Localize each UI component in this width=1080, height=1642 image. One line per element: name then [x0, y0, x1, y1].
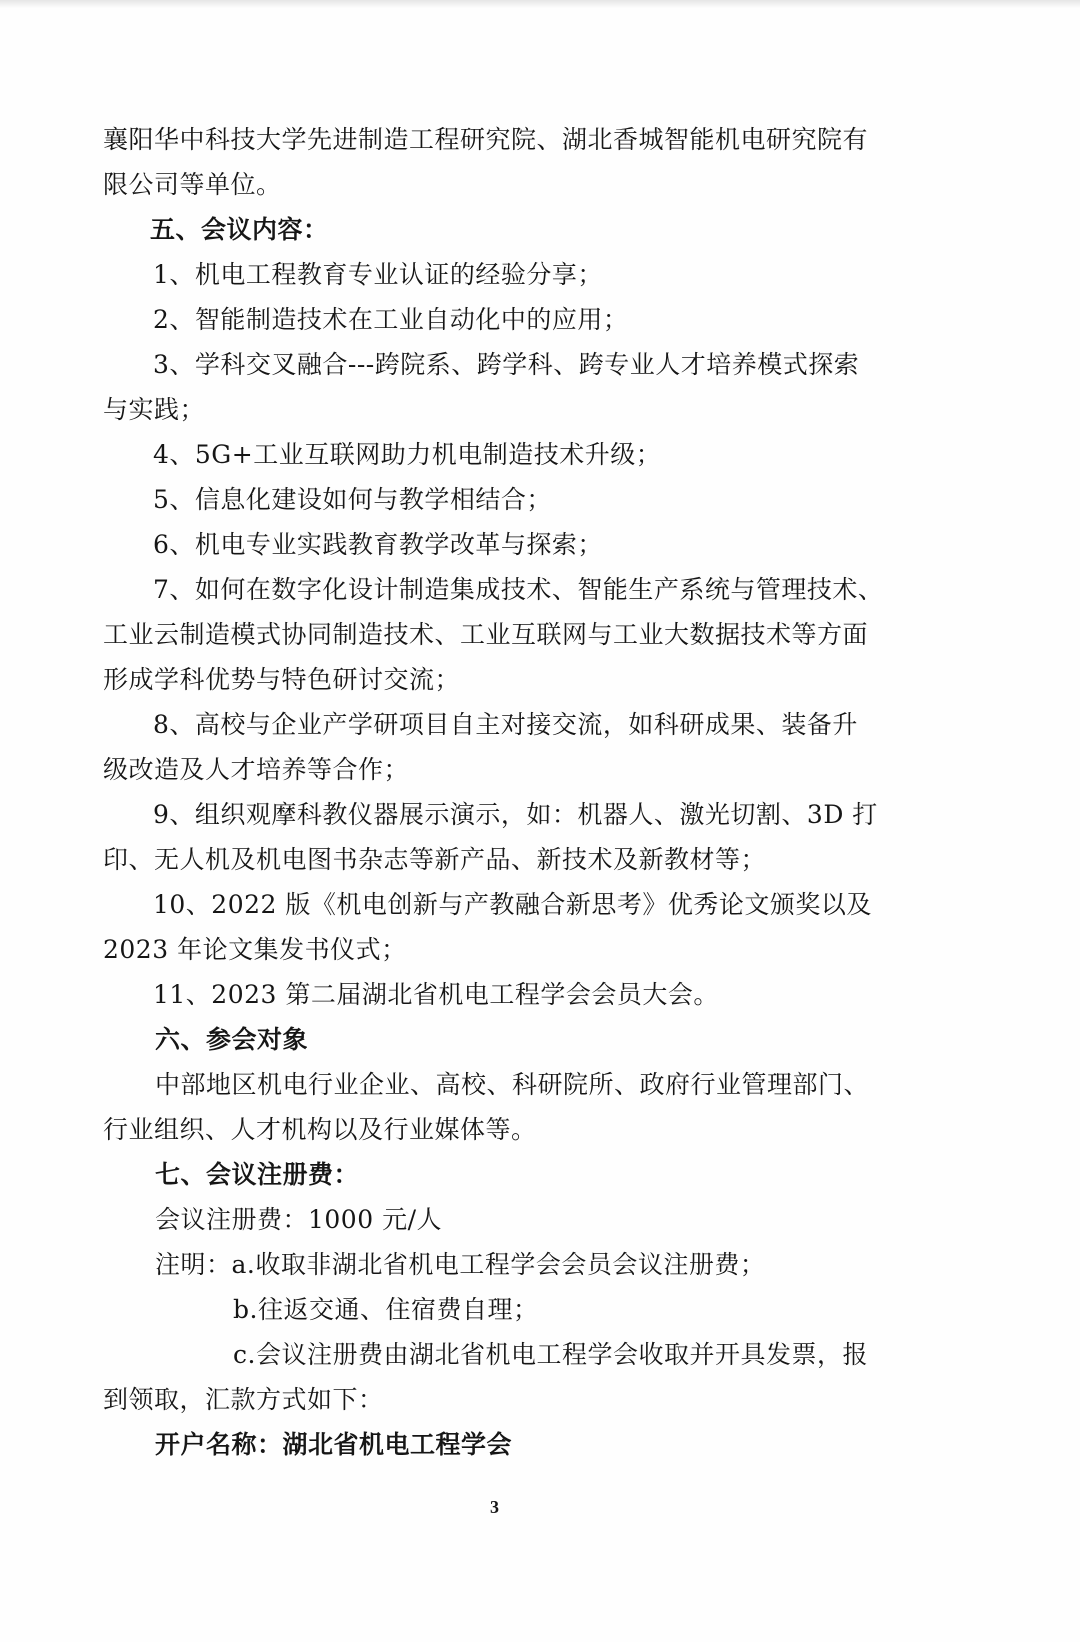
- note-line: b.往返交通、住宿费自理；: [233, 1295, 539, 1324]
- note-line-continuation: 到领取，汇款方式如下：: [103, 1385, 384, 1414]
- list-item: 11、2023 第二届湖北省机电工程学会会员大会。: [153, 980, 719, 1009]
- list-item: 10、2022 版《机电创新与产教融合新思考》优秀论文颁奖以及: [153, 890, 872, 919]
- section-heading: 六、参会对象: [155, 1025, 309, 1054]
- list-item: 4、5G+工业互联网助力机电制造技术升级；: [153, 440, 662, 469]
- paragraph-line: 行业组织、人才机构以及行业媒体等。: [103, 1115, 537, 1144]
- account-name-line: 开户名称：湖北省机电工程学会: [155, 1430, 513, 1459]
- list-item-continuation: 印、无人机及机电图书杂志等新产品、新技术及新教材等；: [103, 845, 767, 874]
- list-item: 2、智能制造技术在工业自动化中的应用；: [153, 305, 629, 334]
- list-item-continuation: 级改造及人才培养等合作；: [103, 755, 410, 784]
- note-line: c.会议注册费由湖北省机电工程学会收取并开具发票，报: [233, 1340, 868, 1369]
- list-item: 6、机电专业实践教育教学改革与探索；: [153, 530, 603, 559]
- paragraph-line: 中部地区机电行业企业、高校、科研院所、政府行业管理部门、: [155, 1070, 870, 1099]
- paragraph-line: 襄阳华中科技大学先进制造工程研究院、湖北香城智能机电研究院有: [103, 125, 869, 154]
- list-item-continuation: 工业云制造模式协同制造技术、工业互联网与工业大数据技术等方面: [103, 620, 869, 649]
- paragraph-line: 限公司等单位。: [103, 170, 282, 199]
- list-item: 1、机电工程教育专业认证的经验分享；: [153, 260, 603, 289]
- note-line: 注明：a.收取非湖北省机电工程学会会员会议注册费；: [155, 1250, 766, 1279]
- list-item: 5、信息化建设如何与教学相结合；: [153, 485, 552, 514]
- list-item: 8、高校与企业产学研项目自主对接交流，如科研成果、装备升: [153, 710, 858, 739]
- section-heading: 七、会议注册费：: [155, 1160, 360, 1189]
- list-item-continuation: 与实践；: [103, 395, 206, 424]
- list-item: 9、组织观摩科教仪器展示演示，如：机器人、激光切割、3D 打: [153, 800, 878, 829]
- section-heading: 五、会议内容：: [150, 215, 329, 244]
- list-item-continuation: 形成学科优势与特色研讨交流；: [103, 665, 461, 694]
- list-item-continuation: 2023 年论文集发书仪式；: [103, 935, 407, 964]
- fee-line: 会议注册费：1000 元/人: [155, 1205, 442, 1234]
- page-number: 3: [490, 1497, 499, 1517]
- list-item: 3、学科交叉融合---跨院系、跨学科、跨专业人才培养模式探索: [153, 350, 860, 379]
- scan-edge-shadow: [0, 0, 1080, 8]
- list-item: 7、如何在数字化设计制造集成技术、智能生产系统与管理技术、: [153, 575, 884, 604]
